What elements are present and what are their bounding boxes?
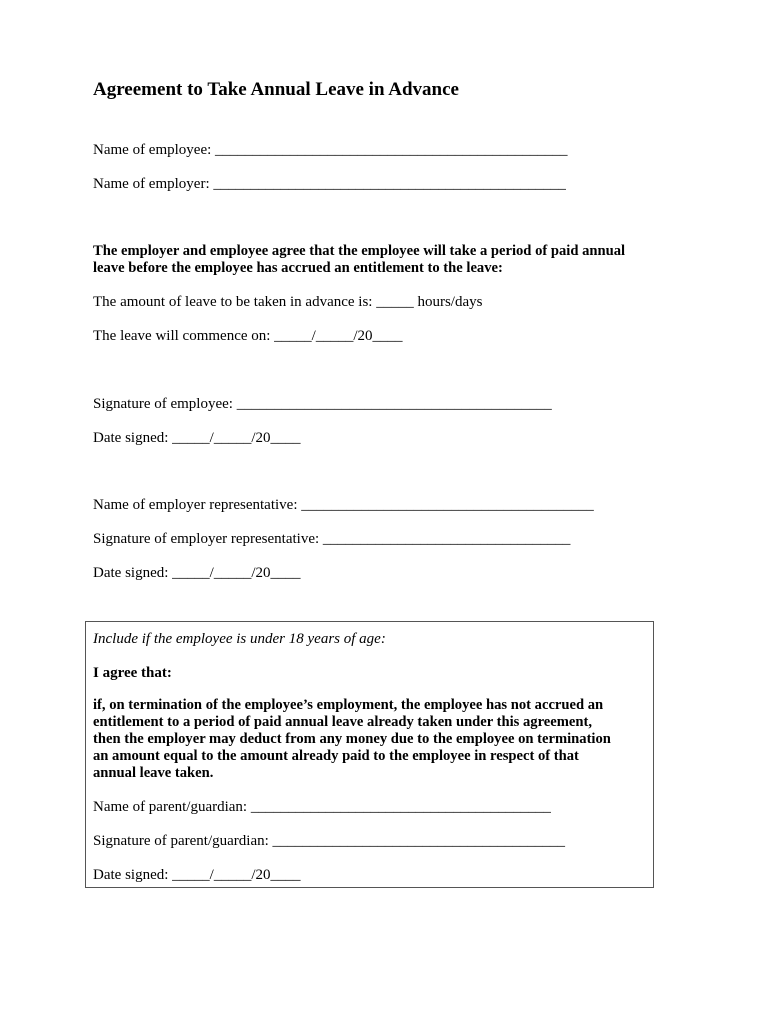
employee-date-signed-field[interactable]: Date signed: _____/_____/20____	[93, 430, 301, 446]
agree-heading: I agree that:	[93, 665, 172, 681]
page-title: Agreement to Take Annual Leave in Advance	[93, 79, 459, 100]
leave-commence-date-field[interactable]: The leave will commence on: _____/_____/20____	[93, 328, 403, 344]
employer-name-field[interactable]: Name of employer: _______________________________________________	[93, 176, 566, 192]
under-18-intro: Include if the employee is under 18 years of age:	[93, 631, 386, 647]
agreement-statement-line-2: leave before the employee has accrued an entitlement to the leave:	[93, 260, 503, 276]
employee-name-field[interactable]: Name of employee: _______________________________________________	[93, 142, 568, 158]
termination-terms-line-2: entitlement to a period of paid annual leave already taken under this agreement,	[93, 714, 593, 730]
employer-representative-date-field[interactable]: Date signed: _____/_____/20____	[93, 565, 301, 581]
leave-amount-field[interactable]: The amount of leave to be taken in advance is: _____ hours/days	[93, 294, 483, 310]
termination-terms-line-4: an amount equal to the amount already paid to the employee in respect of that	[93, 748, 579, 764]
guardian-date-signed-field[interactable]: Date signed: _____/_____/20____	[93, 867, 301, 883]
termination-terms-line-5: annual leave taken.	[93, 765, 214, 781]
termination-terms-line-3: then the employer may deduct from any money due to the employee on termination	[93, 731, 611, 747]
employer-representative-name-field[interactable]: Name of employer representative: _______________________________________	[93, 497, 594, 513]
employee-signature-field[interactable]: Signature of employee: __________________________________________	[93, 396, 552, 412]
agreement-statement-line-1: The employer and employee agree that the employee will take a period of paid annual	[93, 243, 626, 259]
employer-representative-signature-field[interactable]: Signature of employer representative: _________________________________	[93, 531, 571, 547]
guardian-name-field[interactable]: Name of parent/guardian: ________________________________________	[93, 799, 551, 815]
termination-terms-line-1: if, on termination of the employee’s employment, the employee has not accrued an	[93, 697, 604, 713]
guardian-signature-field[interactable]: Signature of parent/guardian: _______________________________________	[93, 833, 566, 849]
